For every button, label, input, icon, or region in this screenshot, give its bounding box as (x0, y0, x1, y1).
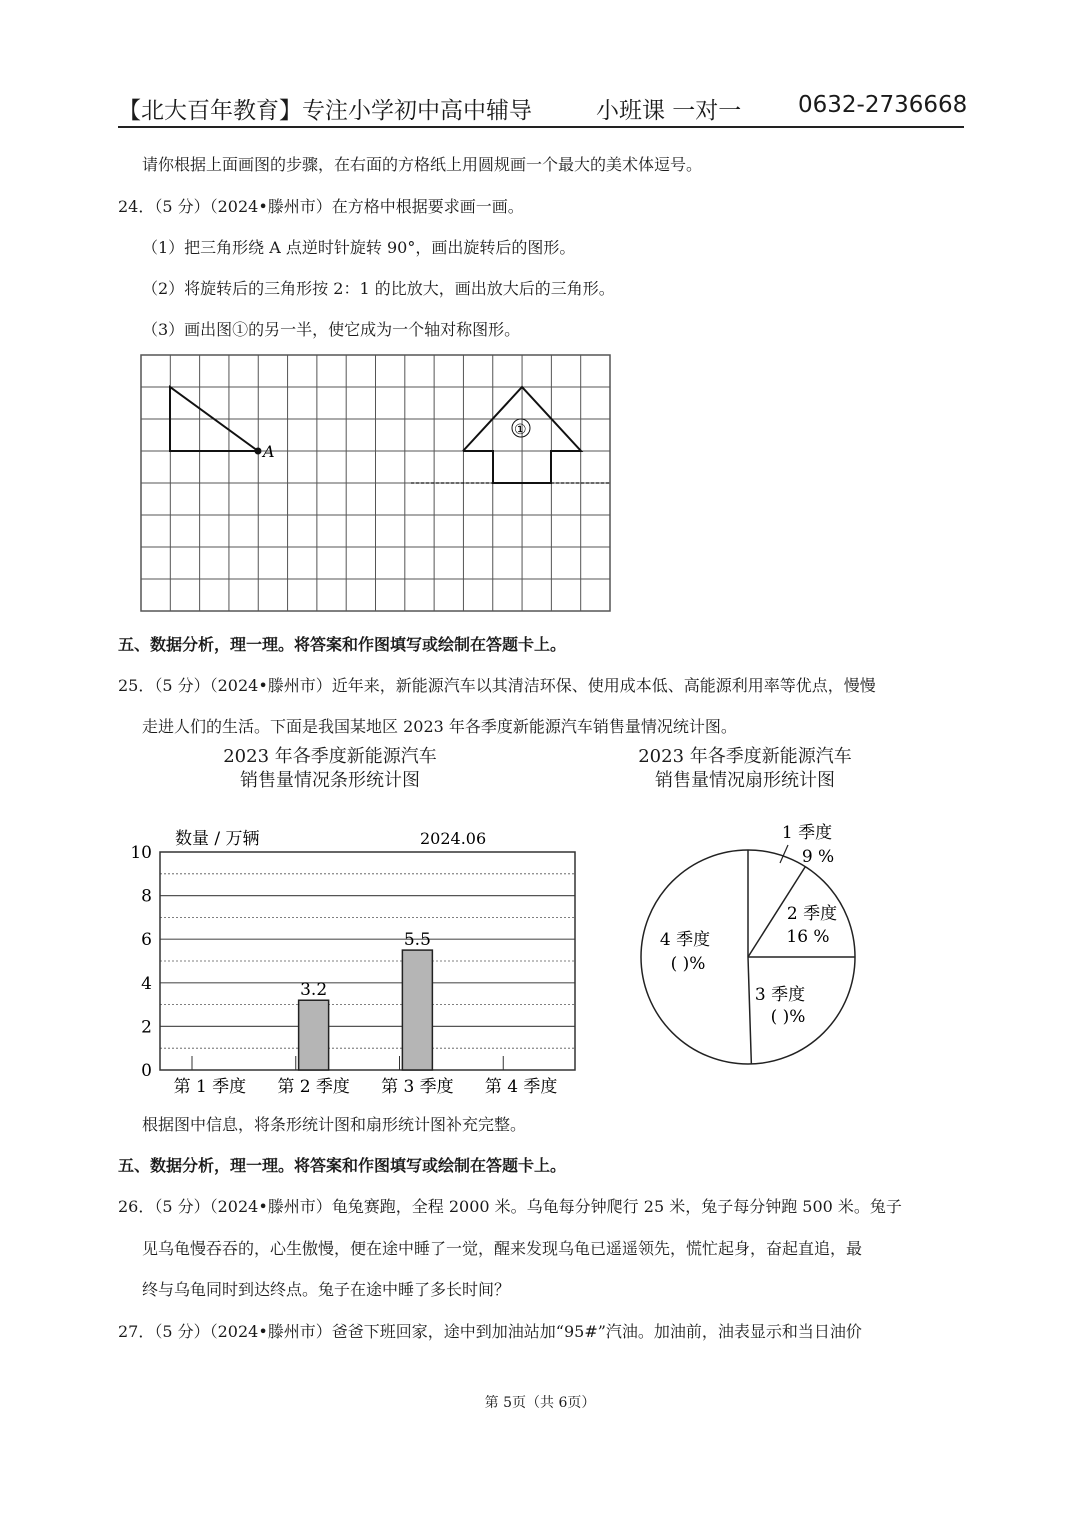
bar-value-label: 5.5 (403, 930, 431, 951)
q26-line2: 见乌龟慢吞吞的，心生傲慢，便在途中睡了一觉，醒来发现乌龟已遥遥领先，慌忙起身，奋起直追，最 (142, 1239, 863, 1258)
header-classes: 小班课 一对一 (596, 98, 742, 124)
q24-stem: 24．（5 分）（2024•滕州市）在方格中根据要求画一画。 (118, 197, 524, 216)
q27-line1: 27．（5 分）（2024•滕州市）爸爸下班回家，途中到加油站加“95#”汽油。加油前，油表显示和当日油价 (118, 1322, 862, 1341)
pie-chart-title-line2: 销售量情况扇形统计图 (655, 770, 835, 791)
pie-slice-label: 1 季度 (781, 823, 833, 843)
pie-chart (630, 815, 870, 1065)
q25-line2: 走进人们的生活。下面是我国某地区 2023 年各季度新能源汽车销售量情况统计图。 (142, 717, 737, 736)
pie-slice-percent: ( )% (670, 954, 706, 974)
q24-grid-figure (130, 345, 630, 625)
y-tick-label: 6 (141, 930, 152, 951)
pie-chart-title-line1: 2023 年各季度新能源汽车 (638, 746, 852, 767)
point-a-label: A (263, 442, 275, 461)
pie-slice-label: 2 季度 (786, 904, 838, 924)
bar-value-label: 3.2 (300, 980, 328, 1001)
bar-chart-title-line2: 销售量情况条形统计图 (240, 770, 420, 791)
page-footer-number: 第 5页（共 6页） (484, 1395, 596, 1411)
q25-instruction: 根据图中信息，将条形统计图和扇形统计图补充完整。 (142, 1115, 527, 1134)
q24-step2: （2）将旋转后的三角形按 2：1 的比放大，画出放大后的三角形。 (142, 279, 615, 298)
x-tick-label: 第 1 季度 (173, 1077, 247, 1097)
point-a (255, 448, 262, 455)
x-tick-label: 第 2 季度 (277, 1077, 350, 1097)
pie-slice-percent: 9 % (801, 847, 835, 867)
q25-line1: 25．（5 分）（2024•滕州市）近年来，新能源汽车以其清洁环保、使用成本低、高能源利用率等优点，慢慢 (118, 676, 876, 695)
section5-heading-repeat: 五、数据分析，理一理。将答案和作图填写或绘制在答题卡上。 (118, 1156, 567, 1175)
pie-chart-title (565, 745, 925, 793)
pie-slice-label: 3 季度 (754, 985, 806, 1005)
section5-heading: 五、数据分析，理一理。将答案和作图填写或绘制在答题卡上。 (118, 635, 567, 654)
bar-chart (120, 820, 590, 1105)
chart-date-note: 2024.06 (420, 829, 487, 848)
q26-line3: 终与乌龟同时到达终点。兔子在途中睡了多长时间？ (142, 1280, 511, 1299)
bar-chart-title (150, 745, 510, 793)
q26-line1: 26．（5 分）（2024•滕州市）龟兔赛跑，全程 2000 米。乌龟每分钟爬行 25 米，兔子每分钟跑 500 米。兔子 (118, 1197, 902, 1216)
bar (402, 950, 432, 1070)
header-phone: 0632-2736668 (798, 92, 968, 118)
x-tick-label: 第 4 季度 (484, 1077, 558, 1097)
figure-1-label: ① (514, 422, 527, 438)
pie-slice-percent: ( )% (770, 1007, 806, 1027)
bar-chart-title-line1: 2023 年各季度新能源汽车 (223, 746, 437, 767)
pie-slice-percent: 16 % (786, 927, 830, 947)
y-tick-label: 10 (130, 843, 152, 863)
page-header (118, 90, 968, 128)
y-tick-label: 2 (141, 1017, 152, 1038)
y-tick-label: 8 (141, 886, 152, 907)
y-tick-label: 4 (141, 973, 152, 994)
header-brand: 【北大百年教育】专注小学初中高中辅导 (118, 98, 532, 124)
q24-step3: （3）画出图①的另一半，使它成为一个轴对称图形。 (142, 320, 521, 339)
bar (299, 1000, 329, 1070)
q24-step1: （1）把三角形绕 A 点逆时针旋转 90°，画出旋转后的图形。 (142, 238, 576, 257)
x-tick-label: 第 3 季度 (381, 1077, 454, 1097)
pie-slice-label: 4 季度 (659, 930, 711, 950)
y-tick-label: 0 (141, 1061, 152, 1081)
y-axis-label: 数量 / 万辆 (175, 829, 260, 849)
intro-line: 请你根据上面画图的步骤，在右面的方格纸上用圆规画一个最大的美术体逗号。 (142, 155, 703, 174)
